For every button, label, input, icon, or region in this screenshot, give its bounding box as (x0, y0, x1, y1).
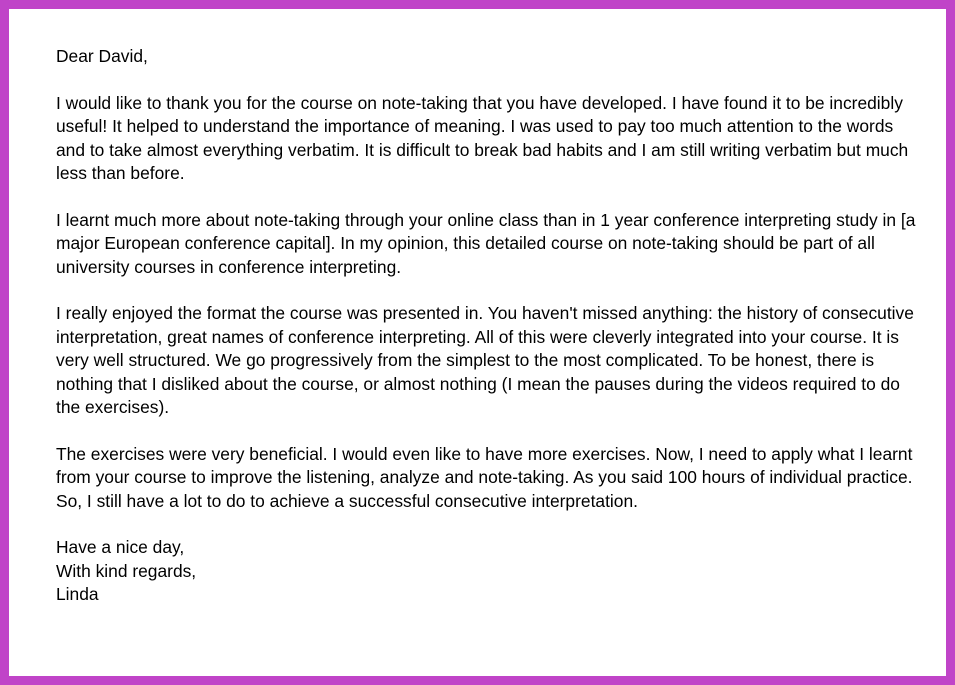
closing-regards: With kind regards, (56, 560, 197, 581)
letter-paragraph-4: The exercises were very beneficial. I would even like to have more exercises. Now, I need to apply what I learnt from your course to improve the listening, analyze and note-taking. As you said 100 hours of individual practice. So, I still have a lot to do to achieve a successful consecutive interpretation. (56, 443, 913, 511)
letter-salutation: Dear David, (56, 46, 148, 66)
letter-paragraph-1: I would like to thank you for the course on note-taking that you have developed. I have found it to be incredibly useful! It helped to understand the importance of meaning. I was used to pay too much attention to the words and to take almost everything verbatim. It is difficult to break bad habits and I am still writing verbatim but much less than before. (56, 92, 909, 184)
letter-body (56, 45, 926, 607)
closing-greeting: Have a nice day, (56, 537, 185, 558)
letter-closing (56, 536, 926, 606)
letter-paragraph-3: I really enjoyed the format the course was presented in. You haven't missed anything: the history of consecutive interpretation, great names of conference interpreting. All of this were cleverly integrated into your course. It is very well structured. We go progressively from the simplest to the most complicated. To be honest, there is nothing that I disliked about the course, or almost nothing (I mean the pauses during the videos required to do the exercises). (56, 303, 914, 418)
letter-paragraph-2: I learnt much more about note-taking through your online class than in 1 year conference interpreting study in [a major European conference capital]. In my opinion, this detailed course on note-taking should be part of all university courses in conference interpreting. (56, 209, 916, 277)
signature-name: Linda (56, 584, 99, 605)
